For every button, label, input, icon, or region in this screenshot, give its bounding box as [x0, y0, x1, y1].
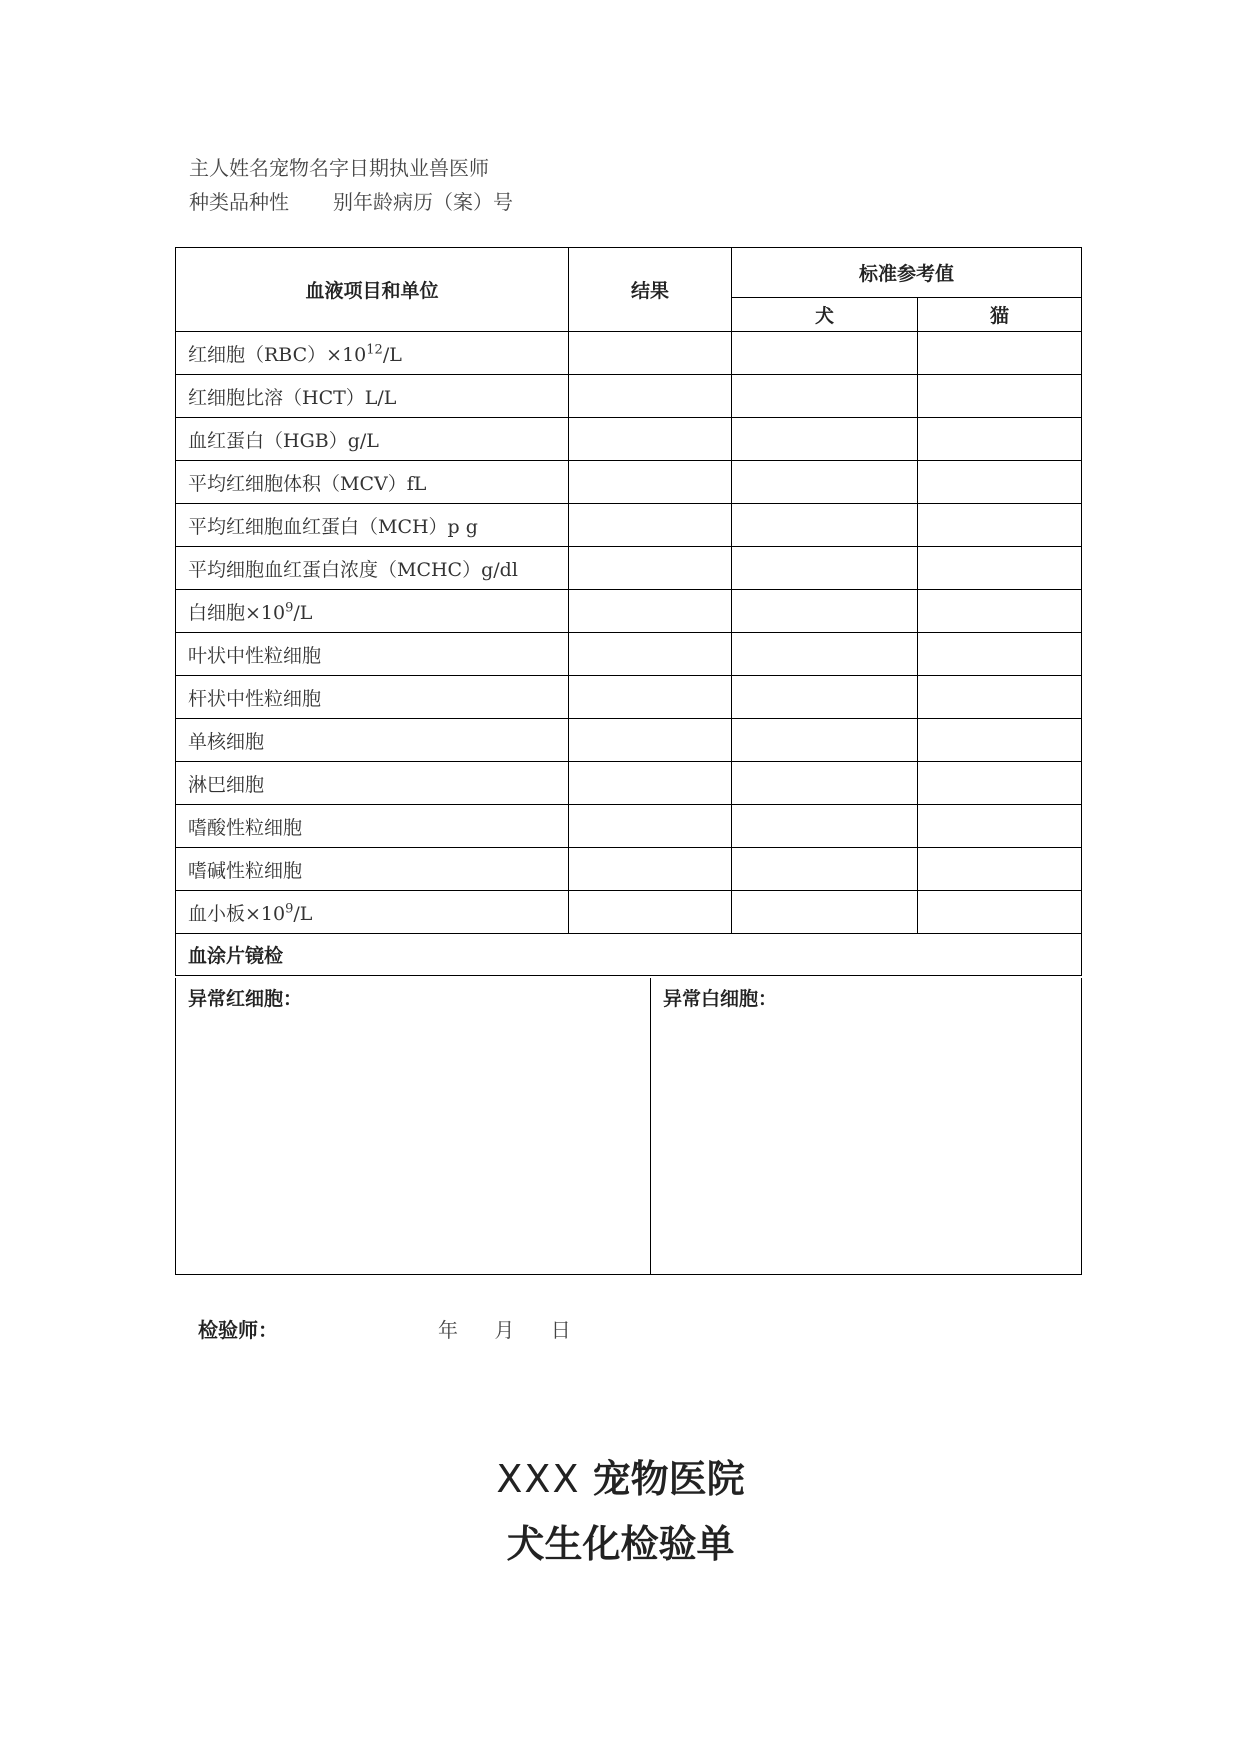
- form-title: 犬生化检验单: [506, 1522, 735, 1566]
- column-header-result: 结果: [569, 248, 732, 332]
- column-header-dog: 犬: [732, 298, 918, 332]
- dog-reference-cell[interactable]: [732, 805, 918, 848]
- row-label: [176, 418, 569, 461]
- row-label: [176, 805, 569, 848]
- row-label-text: 平均红细胞血红蛋白（MCH）p g: [188, 515, 478, 538]
- row-label-text: 血小板×10: [188, 902, 286, 925]
- dog-reference-cell[interactable]: [732, 332, 918, 375]
- result-cell[interactable]: [569, 848, 732, 891]
- cat-reference-cell[interactable]: [918, 676, 1082, 719]
- result-cell[interactable]: [569, 547, 732, 590]
- inspector-label: 检验师：: [198, 1318, 278, 1342]
- dog-reference-cell[interactable]: [732, 633, 918, 676]
- cat-reference-cell[interactable]: [918, 590, 1082, 633]
- row-label: [176, 633, 569, 676]
- result-cell[interactable]: [569, 590, 732, 633]
- row-label: [176, 461, 569, 504]
- row-label: [176, 848, 569, 891]
- dog-reference-cell[interactable]: [732, 676, 918, 719]
- header-line-1: 主人姓名宠物名字日期执业兽医师: [189, 156, 489, 180]
- row-label-text: 嗜碱性粒细胞: [188, 859, 303, 882]
- dog-reference-cell[interactable]: [732, 848, 918, 891]
- row-label-text: 白细胞×10: [188, 601, 286, 624]
- row-label-unit: /L: [382, 343, 402, 366]
- result-cell[interactable]: [569, 805, 732, 848]
- hospital-placeholder: XXX: [496, 1457, 581, 1501]
- row-label-exponent: 9: [285, 600, 294, 616]
- table-row: [176, 891, 1082, 934]
- table-row: [176, 633, 1082, 676]
- row-label-exponent: 12: [366, 342, 383, 358]
- cat-reference-cell[interactable]: [918, 719, 1082, 762]
- row-label-text: 淋巴细胞: [188, 773, 265, 796]
- row-label-text: 红细胞比溶（HCT）L/L: [188, 386, 397, 409]
- table-row: [176, 848, 1082, 891]
- row-label-text: 血红蛋白（HGB）g/L: [188, 429, 379, 452]
- table-row: [176, 375, 1082, 418]
- date-line: [438, 1314, 601, 1343]
- row-label-text: 平均细胞血红蛋白浓度（MCHC）g/dl: [188, 558, 518, 581]
- dog-reference-cell[interactable]: [732, 762, 918, 805]
- month-label: 月: [494, 1318, 515, 1342]
- table-row: [176, 332, 1082, 375]
- dog-reference-cell[interactable]: [732, 547, 918, 590]
- row-label-text: 嗜酸性粒细胞: [188, 816, 303, 839]
- column-header-reference: 标准参考值: [732, 248, 1082, 298]
- column-header-cat: 猫: [918, 298, 1082, 332]
- cat-reference-cell[interactable]: [918, 891, 1082, 934]
- cat-reference-cell[interactable]: [918, 375, 1082, 418]
- blood-test-table: [175, 247, 1082, 976]
- row-label-text: 单核细胞: [188, 730, 265, 753]
- row-label-unit: /L: [293, 601, 313, 624]
- row-label-exponent: 9: [285, 901, 294, 917]
- table-row: [176, 719, 1082, 762]
- hospital-label: 宠物医院: [592, 1457, 745, 1501]
- day-label: 日: [550, 1318, 571, 1342]
- column-header-item: 血液项目和单位: [176, 248, 569, 332]
- result-cell[interactable]: [569, 375, 732, 418]
- cat-reference-cell[interactable]: [918, 547, 1082, 590]
- result-cell[interactable]: [569, 461, 732, 504]
- year-label: 年: [438, 1318, 458, 1342]
- row-label-unit: /L: [293, 902, 313, 925]
- table-row: [176, 418, 1082, 461]
- cat-reference-cell[interactable]: [918, 633, 1082, 676]
- smear-observation-table: [175, 978, 1082, 1275]
- abnormal-rbc-cell[interactable]: [176, 978, 651, 1275]
- cat-reference-cell[interactable]: [918, 762, 1082, 805]
- dog-reference-cell[interactable]: [732, 375, 918, 418]
- cat-reference-cell[interactable]: [918, 461, 1082, 504]
- row-label: [176, 676, 569, 719]
- cat-reference-cell[interactable]: [918, 805, 1082, 848]
- table-row: [176, 461, 1082, 504]
- row-label: [176, 719, 569, 762]
- result-cell[interactable]: [569, 418, 732, 461]
- header-line-2: [189, 186, 513, 215]
- row-label-text: 杆状中性粒细胞: [188, 687, 322, 710]
- header-line-2a: 种类品种性: [189, 190, 289, 214]
- row-label: [176, 762, 569, 805]
- dog-reference-cell[interactable]: [732, 504, 918, 547]
- dog-reference-cell[interactable]: [732, 418, 918, 461]
- hospital-name: [0, 1448, 1241, 1503]
- row-label: [176, 504, 569, 547]
- result-cell[interactable]: [569, 633, 732, 676]
- row-label-text: 叶状中性粒细胞: [188, 644, 322, 667]
- table-row: [176, 676, 1082, 719]
- cat-reference-cell[interactable]: [918, 848, 1082, 891]
- dog-reference-cell[interactable]: [732, 719, 918, 762]
- result-cell[interactable]: [569, 762, 732, 805]
- table-row: [176, 590, 1082, 633]
- result-cell[interactable]: [569, 332, 732, 375]
- section-smear-title: 血涂片镜检: [176, 934, 1082, 976]
- table-row: [176, 805, 1082, 848]
- table-row: [176, 762, 1082, 805]
- row-label-text: 平均红细胞体积（MCV）fL: [188, 472, 427, 495]
- row-label: [176, 375, 569, 418]
- result-cell[interactable]: [569, 891, 732, 934]
- row-label-text: 红细胞（RBC）×10: [188, 343, 367, 366]
- header-line-2b: 别年龄病历（案）号: [333, 190, 513, 214]
- result-cell[interactable]: [569, 504, 732, 547]
- abnormal-rbc-label: 异常红细胞：: [188, 988, 303, 1010]
- result-cell[interactable]: [569, 676, 732, 719]
- cat-reference-cell[interactable]: [918, 418, 1082, 461]
- row-label: [176, 332, 569, 375]
- dog-reference-cell[interactable]: [732, 461, 918, 504]
- row-label: [176, 891, 569, 934]
- cat-reference-cell[interactable]: [918, 504, 1082, 547]
- abnormal-wbc-cell[interactable]: [651, 978, 1082, 1275]
- dog-reference-cell[interactable]: [732, 891, 918, 934]
- result-cell[interactable]: [569, 719, 732, 762]
- dog-reference-cell[interactable]: [732, 590, 918, 633]
- row-label: [176, 547, 569, 590]
- table-row: [176, 504, 1082, 547]
- row-label: [176, 590, 569, 633]
- cat-reference-cell[interactable]: [918, 332, 1082, 375]
- table-row: [176, 547, 1082, 590]
- abnormal-wbc-label: 异常白细胞：: [663, 988, 778, 1010]
